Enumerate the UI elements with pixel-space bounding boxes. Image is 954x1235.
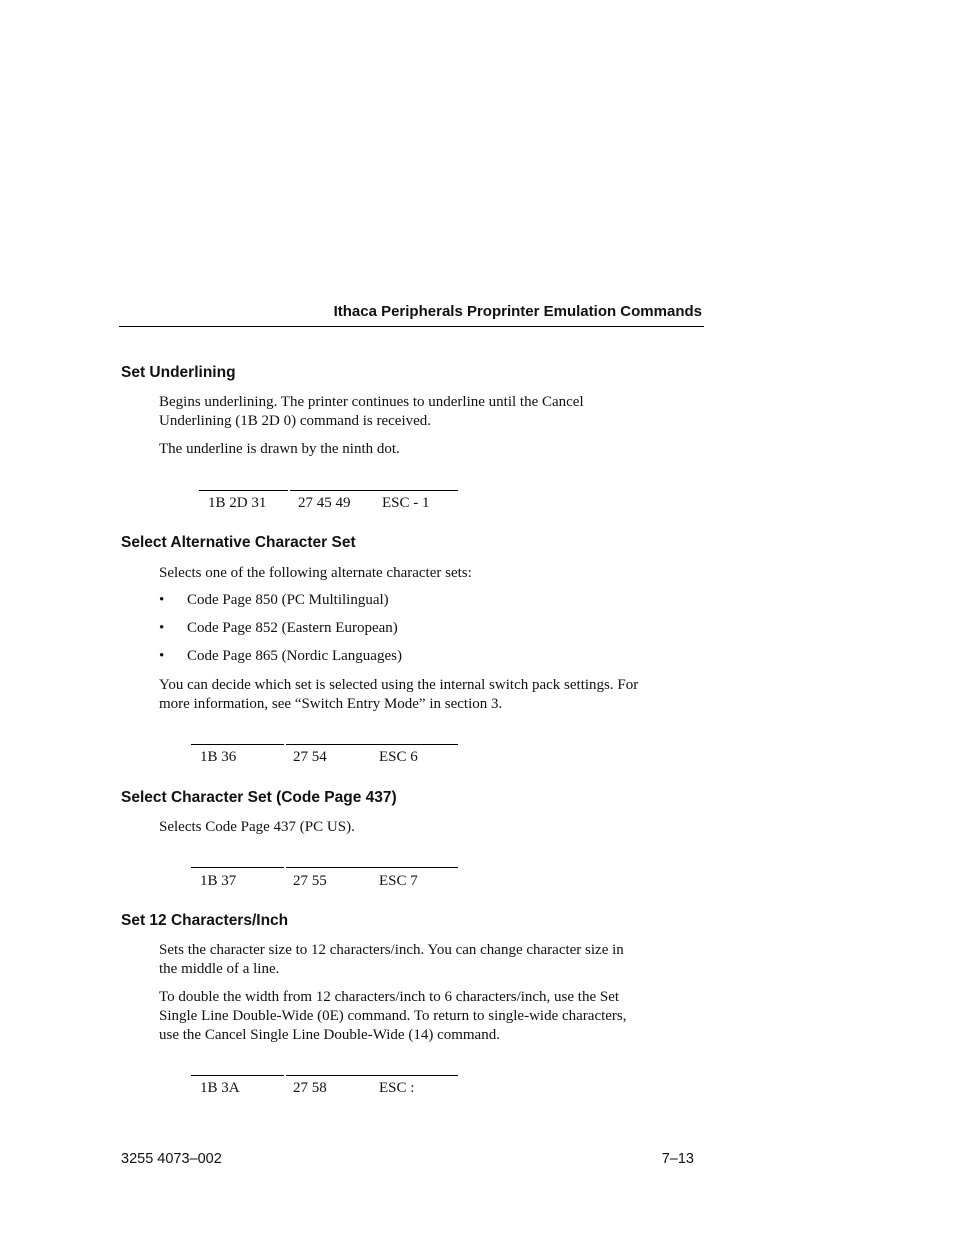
ascii-code: ESC - 1 bbox=[382, 495, 430, 511]
code-table-rule bbox=[290, 490, 458, 491]
bullet-icon: • bbox=[159, 592, 165, 608]
hex-code: 1B 37 bbox=[200, 873, 237, 889]
text-line: the middle of a line. bbox=[159, 961, 280, 977]
hex-code: 1B 36 bbox=[200, 749, 237, 765]
text-line: more information, see “Switch Entry Mode” in section 3. bbox=[159, 696, 503, 712]
text-line: Sets the character size to 12 characters/inch. You can change character size in bbox=[159, 942, 624, 958]
list-item: Code Page 865 (Nordic Languages) bbox=[187, 648, 402, 664]
paragraph bbox=[159, 818, 707, 837]
text-line: Underlining (1B 2D 0) command is received. bbox=[159, 413, 432, 429]
code-table-rule bbox=[199, 490, 288, 491]
code-table-rule bbox=[286, 867, 458, 868]
text-line: Selects one of the following alternate character sets: bbox=[159, 565, 472, 581]
header-rule bbox=[119, 326, 704, 327]
section-heading-set-underlining: Set Underlining bbox=[121, 364, 236, 381]
ascii-code: ESC 7 bbox=[379, 873, 418, 889]
paragraph bbox=[159, 941, 707, 979]
text-line: use the Cancel Single Line Double-Wide (14) command. bbox=[159, 1027, 500, 1043]
list-item: Code Page 852 (Eastern European) bbox=[187, 620, 398, 636]
ascii-code: ESC 6 bbox=[379, 749, 418, 765]
code-table-rule bbox=[191, 1075, 284, 1076]
bullet-icon: • bbox=[159, 620, 165, 636]
paragraph bbox=[159, 564, 707, 583]
footer-doc-number: 3255 4073–002 bbox=[121, 1151, 222, 1167]
decimal-code: 27 45 49 bbox=[298, 495, 351, 511]
footer-page-number: 7–13 bbox=[661, 1151, 694, 1167]
paragraph bbox=[159, 988, 707, 1045]
text-line: To double the width from 12 characters/inch to 6 characters/inch, use the Set bbox=[159, 989, 620, 1005]
code-table-rule bbox=[286, 1075, 458, 1076]
paragraph bbox=[159, 393, 707, 431]
code-table-rule bbox=[191, 744, 284, 745]
text-line: You can decide which set is selected using the internal switch pack settings. For bbox=[159, 677, 639, 693]
text-line: Begins underlining. The printer continues to underline until the Cancel bbox=[159, 394, 584, 410]
section-heading-select-character-set-437: Select Character Set (Code Page 437) bbox=[121, 789, 397, 806]
section-heading-set-12-characters-inch: Set 12 Characters/Inch bbox=[121, 912, 289, 929]
running-header: Ithaca Peripherals Proprinter Emulation Commands bbox=[333, 303, 702, 320]
decimal-code: 27 58 bbox=[293, 1080, 327, 1096]
code-table-rule bbox=[191, 867, 284, 868]
hex-code: 1B 3A bbox=[200, 1080, 240, 1096]
text-line: Selects Code Page 437 (PC US). bbox=[159, 819, 355, 835]
paragraph bbox=[159, 440, 707, 459]
bullet-icon: • bbox=[159, 648, 165, 664]
hex-code: 1B 2D 31 bbox=[208, 495, 267, 511]
decimal-code: 27 54 bbox=[293, 749, 327, 765]
ascii-code: ESC : bbox=[379, 1080, 415, 1096]
text-line: Single Line Double-Wide (0E) command. To return to single-wide characters, bbox=[159, 1008, 627, 1024]
code-table-rule bbox=[286, 744, 458, 745]
decimal-code: 27 55 bbox=[293, 873, 327, 889]
text-line: The underline is drawn by the ninth dot. bbox=[159, 441, 400, 457]
section-heading-select-alternative-character-set: Select Alternative Character Set bbox=[121, 534, 356, 551]
paragraph bbox=[159, 676, 707, 714]
list-item: Code Page 850 (PC Multilingual) bbox=[187, 592, 389, 608]
